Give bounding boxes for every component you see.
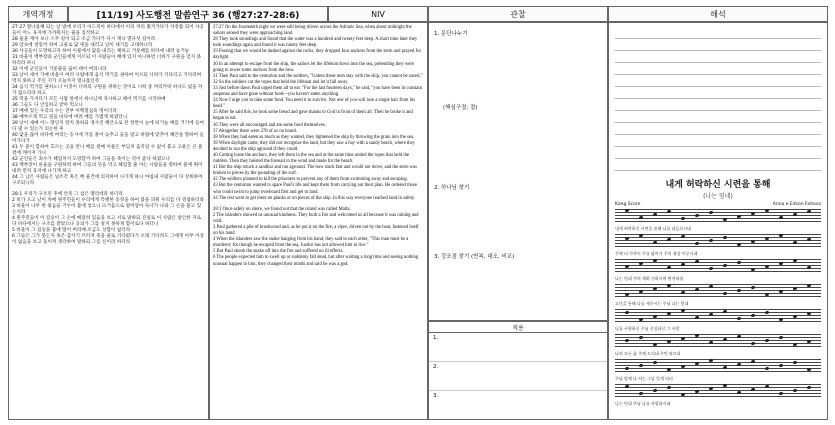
song-sheet xyxy=(609,173,827,419)
staff xyxy=(615,282,821,307)
staff-line xyxy=(615,359,821,360)
note-head xyxy=(807,385,812,389)
note-head xyxy=(765,338,770,342)
note-head xyxy=(723,291,728,295)
lyric-line: 나의 모든 삶 주께 드리네 주만 따르리 xyxy=(615,351,681,356)
english-verse: 39 When daylight came, they did not recognize the land, but they saw a bay with a sandy beach, where they decided to run the ship aground if they could. xyxy=(213,140,416,152)
english-verse: 37 Altogether there were 276 of us on board. xyxy=(213,128,297,134)
korean-verse: 3 바울이 나무 한 묶음을 거두어 불에 넣으니 뜨거움으로 말미암아 독사가 나와 그 손을 물고 있는지라 xyxy=(12,204,202,215)
staff-line xyxy=(615,387,821,388)
staff xyxy=(615,382,821,407)
note-head xyxy=(723,235,728,239)
english-verse: 35 After he said this, he took some bread and gave thanks to God in front of them all. Then he broke it and began to eat. xyxy=(213,110,413,122)
korean-verse: 31 바울이 백부장과 군인들에게 이르되 이 사람들이 배에 있지 아니하면 너희가 구원을 얻지 못하리라 하니 xyxy=(12,55,202,66)
note-head xyxy=(625,338,630,342)
english-verse: 2 The islanders showed us unusual kindness. They built a fire and welcomed us all because it was raining and cold. xyxy=(213,212,419,224)
application-item[interactable]: 2. xyxy=(429,362,607,391)
ruled-line xyxy=(615,51,821,63)
korean-verse: 36 그들도 다 안심하고 받아 먹으니 xyxy=(12,103,83,108)
note-head xyxy=(709,210,714,214)
staff-line xyxy=(615,218,821,219)
staff-line xyxy=(615,315,821,316)
english-verse: 38 When they had eaten as much as they wanted, they lightened the ship by throwing the grain into the sea. xyxy=(213,134,415,140)
note-head xyxy=(779,335,784,339)
staff-line xyxy=(615,365,821,366)
note-head xyxy=(793,388,798,392)
korean-verse: 38 배부르게 먹고 밀을 바다에 버려 배를 가볍게 하였더니 xyxy=(12,115,128,120)
note-head xyxy=(667,385,672,389)
observation-panel xyxy=(428,22,608,321)
staff-line xyxy=(615,287,821,288)
note-head xyxy=(625,366,630,370)
staff-line xyxy=(615,393,821,394)
staff-line xyxy=(615,334,821,335)
english-verse: 36 They were all encouraged and ate some food themselves. xyxy=(213,122,326,128)
english-verse: 29 Fearing that we would be dashed against the rocks, they dropped four anchors from the stern and prayed for daylight. xyxy=(213,49,422,61)
ruled-line xyxy=(615,39,821,51)
interpretation-label: 해석 xyxy=(608,6,828,22)
interpretation-panel xyxy=(608,22,828,420)
english-verse: 28 They took soundings and found that the water was a hundred and twenty feet deep. A short time later they took soundings again and found it was ninety feet deep. xyxy=(213,37,418,49)
staff xyxy=(615,232,821,257)
lyric-line: 나는 믿네 주님 나를 사랑하시네 xyxy=(615,401,671,406)
note-head xyxy=(751,313,756,317)
english-verse: 33 Just before dawn Paul urged them all to eat. "For the last fourteen days," he said, "you have been in constant suspense and have gone without food—you haven't eaten anything. xyxy=(213,85,422,98)
korean-text-column xyxy=(8,22,209,420)
korean-verse: 39 날이 새매 어느 땅인지 알지 못하되 경사진 해안으로 된 항만이 눈에 띄거늘 배를 거기에 들여다 댈 수 있는가 의논한 후 xyxy=(12,121,204,132)
staff-line xyxy=(615,312,821,313)
korean-verse: 5 바울이 그 짐승을 불에 떨어 버리매 조금도 상함이 없더라 xyxy=(12,228,131,233)
note-head xyxy=(765,310,770,314)
staff-line xyxy=(615,259,821,260)
note-head xyxy=(765,366,770,370)
ruled-line xyxy=(615,147,821,159)
note-head xyxy=(751,341,756,345)
english-verse: 30 In an attempt to escape from the ship, the sailors let the lifeboat down into the sea, pretending they were going to lower some anchors from the bow. xyxy=(213,61,414,73)
ruled-line xyxy=(615,111,821,123)
english-verse: 44 The rest were to get there on planks or on pieces of the ship. In this way everyone reached land in safety. xyxy=(213,195,416,201)
note-head xyxy=(639,335,644,339)
note-head xyxy=(653,388,658,392)
note-head xyxy=(709,238,714,242)
korean-verse: 2 비가 오고 날이 차매 원주민들이 우리에게 특별한 동정을 하여 불을 피워 우리를 다 영접하더라 xyxy=(12,198,204,203)
staff-line xyxy=(615,309,821,310)
ruled-line xyxy=(615,63,821,75)
korean-verse: 30 사공들이 도망하고자 하여 이물에서 닻을 내리는 체하고 거룻배를 바다에 내려 놓거늘 xyxy=(12,49,190,54)
note-head xyxy=(793,360,798,364)
korean-verse: 32 이에 군인들이 거룻줄을 끊어 떼어 버리니라 xyxy=(12,67,107,72)
staff-line xyxy=(615,293,821,294)
staff-line xyxy=(615,290,821,291)
english-verse: 43 But the centurion wanted to spare Paul's life and kept them from carrying out their plan. He ordered those who could swim to jump overboard first and get to land. xyxy=(213,183,417,195)
staff-line xyxy=(615,215,821,216)
worksheet xyxy=(8,6,828,420)
korean-verse: 41 두 물이 합하여 흐르는 곳을 만나 배를 걸매 이물은 부딪쳐 움직일 수 없이 붙고 고물은 큰 물결에 깨어져 가니 xyxy=(12,145,203,156)
application-label: 적용 xyxy=(429,322,607,333)
english-verse: 31 Then Paul said to the centurion and the soldiers, "Unless these men stay with the ship, you cannot be saved." xyxy=(213,73,423,79)
staff-line xyxy=(615,262,821,263)
korean-verse: 44 그 남은 사람들은 널조각 혹은 배 물건에 의지하여 나가게 하니 마침내 사람들이 다 상륙하여 구조되니라 xyxy=(12,175,203,186)
korean-verse: 28 물을 재어 보니 스무 길이 되고 조금 가다가 다시 재니 열다섯 길이라 xyxy=(12,37,156,42)
english-text-column xyxy=(209,22,428,420)
staff-line xyxy=(615,209,821,210)
note-head xyxy=(625,310,630,314)
note-head xyxy=(695,213,700,217)
staff-line xyxy=(615,396,821,397)
worksheet-title: [11/19] 사도행전 말씀연구 36 (행27:27-28:6) xyxy=(68,6,328,22)
niv-label: NIV xyxy=(328,6,428,22)
staff-line xyxy=(615,271,821,272)
application-item[interactable]: 1. xyxy=(429,333,607,362)
korean-verse: 35 떡을 가져다가 모든 사람 앞에서 하나님께 축사하고 떼어 먹기를 시작하매 xyxy=(12,97,166,102)
observation-q1: 1. 문단나누기 xyxy=(434,31,468,37)
staff-line xyxy=(615,384,821,385)
staff-line xyxy=(615,343,821,344)
english-verse: 4 When the islanders saw the snake hanging from his hand, they said to each other, "This man must be a murderer; for though he escaped from the sea, Justice has not allowed him to live." xyxy=(213,237,409,249)
song-left-meta: Kang Score xyxy=(615,202,641,207)
music-staves xyxy=(609,207,827,407)
ruled-line xyxy=(615,159,821,171)
observation-q3: 3. 강조점 찾기 (반복, 대조, 비교) xyxy=(434,254,515,260)
lyric-line: 내게 허락하신 시련을 통해 나를 다듬으시네 xyxy=(615,226,691,231)
english-verse: 28:1 Once safely on shore, we found out that the island was called Malta. xyxy=(213,206,351,212)
staff-line xyxy=(615,321,821,322)
ruled-line xyxy=(615,27,821,39)
note-head xyxy=(751,285,756,289)
note-head xyxy=(737,316,742,320)
lyric-line: 주님 앞에 나 서는 그날 알게 되리 xyxy=(615,376,673,381)
staff xyxy=(615,332,821,357)
staff-line xyxy=(615,368,821,369)
staff-line xyxy=(615,268,821,269)
korean-verse: 40 닻을 끊어 바다에 버리는 동시에 키를 풀어 늦추고 돛을 달고 바람에 맞추어 해안을 향하여 들어가다가 xyxy=(12,133,204,144)
note-head xyxy=(737,260,742,264)
staff-line xyxy=(615,284,821,285)
staff xyxy=(615,357,821,382)
application-panel xyxy=(428,321,608,420)
staff-line xyxy=(615,221,821,222)
english-verse: 3 Paul gathered a pile of brushwood and, as he put it on the fire, a viper, driven out by the heat, fastened itself on his hand. xyxy=(213,225,419,237)
english-verse: 5 But Paul shook the snake off into the fire and suffered no ill effects. xyxy=(213,249,344,255)
english-verse: 41 But the ship struck a sandbar and ran aground. The bow stuck fast and would not move, and the stern was broken to pieces by the pounding of the surf. xyxy=(213,165,417,177)
korean-verse: 29 암초에 걸릴까 하여 고물로 닻 넷을 내리고 날이 새기를 고대하니라 xyxy=(12,43,153,48)
korean-verse: 27:27 열나흘째 되는 날 밤에 우리가 아드리아 바다에서 이리 저리 쫓겨가다가 자정쯤 되어 사공들이 어느 육지에 가까워지는 줄을 짐작하고 xyxy=(12,25,204,36)
staff-line xyxy=(615,390,821,391)
staff-line xyxy=(615,212,821,213)
lyric-line: 고난을 통해 나를 세우시는 주님 나는 믿네 xyxy=(615,301,689,306)
staff-line xyxy=(615,371,821,372)
english-verse: 6 The people expected him to swell up or suddenly fall dead, but after waiting a long time and seeing nothing unusual happen to him, they changed their minds and said he was a god. xyxy=(213,255,419,267)
staff xyxy=(615,307,821,332)
english-verse: 42 The soldiers planned to kill the prisoners to prevent any of them from swimming away and escaping. xyxy=(213,177,408,183)
korean-verse: 37 배에 있는 우리의 수는 전부 이백칠십육 명이더라 xyxy=(12,109,117,114)
ruled-line xyxy=(615,75,821,87)
observation-q2: 2. 하나님 찾기 xyxy=(434,185,470,191)
korean-verse: 6 그들은 그가 붓든지 혹은 갑자기 쓰러져 죽을 줄로 기다렸다가 오래 기다려도 그에게 아무 이상이 없음을 보고 돌이켜 생각하여 말하되 그를 신이라 하더라 xyxy=(12,234,204,245)
korean-verse: 42 군인들은 죄수가 헤엄쳐서 도망할까 하여 그들을 죽이는 것이 좋다 하였으나 xyxy=(12,157,171,162)
staff-line xyxy=(615,246,821,247)
staff-line xyxy=(615,362,821,363)
song-right-meta: Anna e Edson Feitosa xyxy=(772,202,821,207)
english-verse: 32 So the soldiers cut the ropes that held the lifeboat and let it fall away. xyxy=(213,79,349,85)
lyric-line: 주께 더 가까이 주를 닮아가 주의 형상 이루시네 xyxy=(615,251,698,256)
note-head xyxy=(737,288,742,292)
note-head xyxy=(779,363,784,367)
korean-verse: 34 음식 먹기를 권하노니 이것이 너희의 구원을 위하는 것이요 너희 중 머리카락 하나도 잃을 자가 없으리라 하고 xyxy=(12,85,203,96)
ruled-line xyxy=(615,99,821,111)
staff-line xyxy=(615,243,821,244)
ruled-line xyxy=(615,87,821,99)
ruled-line xyxy=(615,123,821,135)
staff-line xyxy=(615,337,821,338)
note-head xyxy=(639,391,644,395)
staff-line xyxy=(615,296,821,297)
note-head xyxy=(653,360,658,364)
note-head xyxy=(709,266,714,270)
note-head xyxy=(779,391,784,395)
korean-verse: 43 백부장이 바울을 구원하려 하여 그들의 뜻을 막고 헤엄칠 줄 아는 사람들을 명하여 물에 뛰어내려 먼저 육지에 나가게 하고 xyxy=(12,163,203,174)
song-title: 내게 허락하신 시련을 통해 xyxy=(665,180,771,190)
lyric-line: 나는 믿네 주의 계획 선하시며 완전하심 xyxy=(615,276,684,281)
staff xyxy=(615,257,821,282)
staff xyxy=(615,207,821,232)
staff-line xyxy=(615,340,821,341)
observation-q1-note: (핵심구절: 절) xyxy=(443,105,478,111)
note-head xyxy=(695,241,700,245)
english-verse: 27:27 On the fourteenth night we were still being driven across the Adriatic Sea, when about midnight the sailors sensed they were approaching land. xyxy=(213,25,412,37)
note-head xyxy=(639,363,644,367)
song-subtitle: (나는 믿네) xyxy=(703,193,733,200)
staff-line xyxy=(615,318,821,319)
staff-line xyxy=(615,265,821,266)
english-verse: 40 Cutting loose the anchors, they left them in the sea and at the same time untied the ropes that held the rudders. Then they hoisted the foresail to the wind and made for the beach. xyxy=(213,152,410,165)
note-head xyxy=(681,216,686,220)
application-item[interactable]: 3. xyxy=(433,393,439,399)
lyric-line: 나를 구원하신 주님 신실하신 그 사랑 xyxy=(615,326,680,331)
korean-verse: 33 날이 새어 가매 바울이 여러 사람에게 음식 먹기를 권하여 이르되 너희가 기다리고 기다리며 먹지 못하고 주린 지가 오늘까지 열나흘인즉 xyxy=(12,73,202,84)
ruled-lines[interactable] xyxy=(609,23,827,171)
english-verse: 34 Now I urge you to take some food. You need it to survive. Not one of you will lose a single hair from his head." xyxy=(213,98,416,110)
observation-label: 관찰 xyxy=(428,6,608,22)
version-label: 개역개정 xyxy=(8,6,68,22)
staff-line xyxy=(615,234,821,235)
staff-line xyxy=(615,237,821,238)
korean-verse: 28:1 우리가 구조된 후에 안즉 그 섬은 멜리데라 하더라 xyxy=(12,192,123,197)
staff-line xyxy=(615,240,821,241)
korean-verse: 4 원주민들이 이 짐승이 그 손에 매달려 있음을 보고 서로 말하되 진실로 이 사람은 살인한 자로다 바다에서는 구조를 받았으나 공의가 그를 살지 못하게 함이로다 하더니 xyxy=(12,216,202,227)
ruled-line xyxy=(615,135,821,147)
staff-line xyxy=(615,346,821,347)
note-head xyxy=(723,263,728,267)
